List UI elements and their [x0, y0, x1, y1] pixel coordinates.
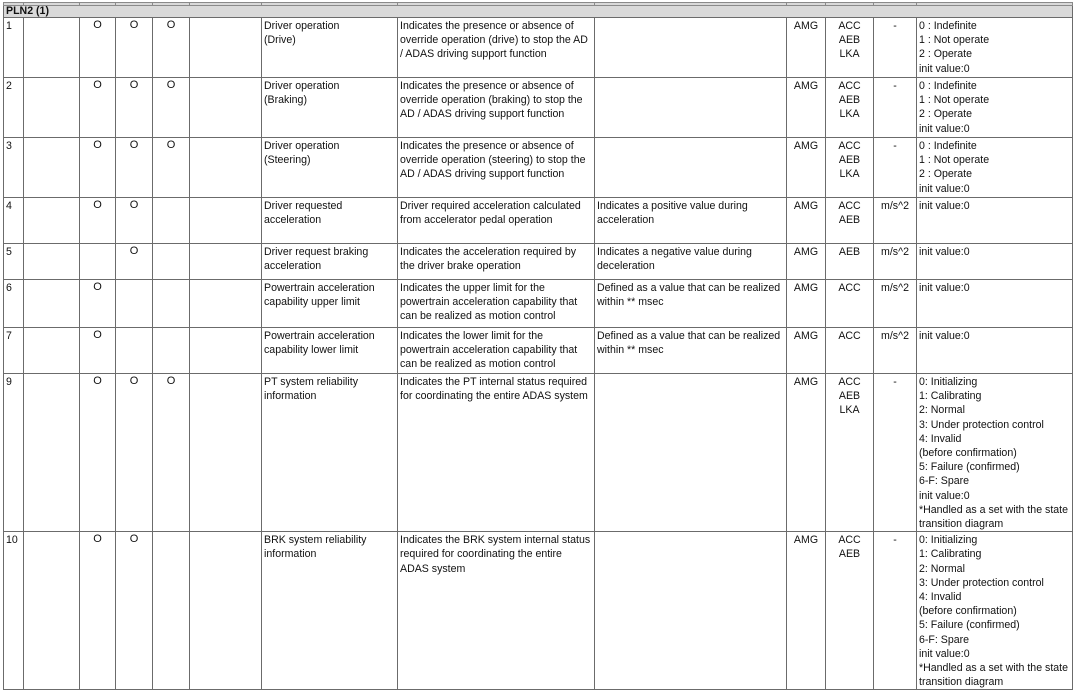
cell-mark-3: [153, 198, 190, 244]
cell-values: 0: Initializing 1: Calibrating 2: Normal 3: Under protection control 4: Invalid (before confirmation) 5: Failure (confirmed) 6-F: Spare init value:0 *Handled as a set with the state transition diagram: [917, 374, 1073, 532]
cell-values: 0: Initializing 1: Calibrating 2: Normal 3: Under protection control 4: Invalid (before confirmation) 5: Failure (confirmed) 6-F: Spare init value:0 *Handled as a set with the state transition diagram: [917, 532, 1073, 690]
table-body: [4, 3, 1073, 690]
cell-signal-name: Driver operation (Drive): [262, 18, 398, 78]
cell-signal-name: Driver requested acceleration: [262, 198, 398, 244]
cell-target: AMG: [787, 78, 826, 138]
cell-no: 4: [4, 198, 24, 244]
cell-no: 6: [4, 280, 24, 328]
cell-remark: [595, 532, 787, 690]
cell-description: Indicates the lower limit for the powertrain acceleration capability that can be realized as motion control: [398, 328, 595, 374]
cell-blank-b: [190, 532, 262, 690]
cell-target: AMG: [787, 244, 826, 280]
cell-unit: m/s^2: [874, 244, 917, 280]
cell-functions: ACC AEB: [826, 198, 874, 244]
cell-mark-3: [153, 280, 190, 328]
cell-mark-1: [80, 244, 116, 280]
cell-mark-3: [153, 244, 190, 280]
cell-unit: -: [874, 18, 917, 78]
table-row: [4, 374, 1073, 532]
cell-mark-3: O: [153, 138, 190, 198]
cell-blank-a: [24, 198, 80, 244]
cell-functions: ACC AEB LKA: [826, 138, 874, 198]
cell-mark-1: O: [80, 78, 116, 138]
cell-mark-2: O: [116, 532, 153, 690]
cell-blank-a: [24, 532, 80, 690]
cell-no: 3: [4, 138, 24, 198]
cell-unit: -: [874, 78, 917, 138]
cell-target: AMG: [787, 374, 826, 532]
cell-no: 1: [4, 18, 24, 78]
cell-blank-a: [24, 138, 80, 198]
cell-description: Indicates the upper limit for the powertrain acceleration capability that can be realized as motion control: [398, 280, 595, 328]
cell-values: init value:0: [917, 198, 1073, 244]
cell-description: Indicates the acceleration required by the driver brake operation: [398, 244, 595, 280]
cell-mark-2: O: [116, 374, 153, 532]
cell-no: 2: [4, 78, 24, 138]
cell-mark-2: [116, 328, 153, 374]
cell-mark-3: O: [153, 374, 190, 532]
signal-table: [3, 2, 1073, 690]
cell-signal-name: Driver request braking acceleration: [262, 244, 398, 280]
cell-mark-2: O: [116, 18, 153, 78]
cell-values: init value:0: [917, 328, 1073, 374]
cell-no: 7: [4, 328, 24, 374]
cell-description: Indicates the BRK system internal status required for coordinating the entire ADAS system: [398, 532, 595, 690]
table-row: [4, 78, 1073, 138]
cell-unit: -: [874, 138, 917, 198]
cell-functions: ACC: [826, 280, 874, 328]
cell-values: 0 : Indefinite 1 : Not operate 2 : Operate init value:0: [917, 78, 1073, 138]
table-row: [4, 244, 1073, 280]
cell-blank-a: [24, 328, 80, 374]
cell-blank-b: [190, 280, 262, 328]
cell-functions: ACC AEB: [826, 532, 874, 690]
cell-no: 9: [4, 374, 24, 532]
cell-target: AMG: [787, 328, 826, 374]
cell-signal-name: Powertrain acceleration capability upper limit: [262, 280, 398, 328]
cell-mark-2: O: [116, 244, 153, 280]
cell-description: Indicates the presence or absence of override operation (drive) to stop the AD / ADAS driving support function: [398, 18, 595, 78]
cell-mark-1: O: [80, 532, 116, 690]
cell-description: Indicates the PT internal status required for coordinating the entire ADAS system: [398, 374, 595, 532]
cell-unit: -: [874, 532, 917, 690]
cell-description: Indicates the presence or absence of override operation (braking) to stop the AD / ADAS driving support function: [398, 78, 595, 138]
cell-description: Driver required acceleration calculated from accelerator pedal operation: [398, 198, 595, 244]
cell-functions: ACC AEB LKA: [826, 374, 874, 532]
cell-blank-a: [24, 374, 80, 532]
cell-blank-a: [24, 244, 80, 280]
cell-blank-b: [190, 78, 262, 138]
cell-mark-1: O: [80, 328, 116, 374]
cell-blank-b: [190, 374, 262, 532]
table-row: [4, 280, 1073, 328]
cell-blank-b: [190, 244, 262, 280]
cell-blank-a: [24, 280, 80, 328]
table-row: [4, 198, 1073, 244]
cell-target: AMG: [787, 280, 826, 328]
cell-blank-b: [190, 328, 262, 374]
cell-mark-1: O: [80, 280, 116, 328]
cell-signal-name: BRK system reliability information: [262, 532, 398, 690]
cell-remark: [595, 374, 787, 532]
cell-values: 0 : Indefinite 1 : Not operate 2 : Operate init value:0: [917, 138, 1073, 198]
cell-remark: Defined as a value that can be realized within ** msec: [595, 280, 787, 328]
cell-values: init value:0: [917, 244, 1073, 280]
cell-mark-1: O: [80, 374, 116, 532]
cell-mark-1: O: [80, 18, 116, 78]
cell-functions: ACC AEB LKA: [826, 18, 874, 78]
cell-target: AMG: [787, 138, 826, 198]
cell-signal-name: Driver operation (Steering): [262, 138, 398, 198]
cell-no: 5: [4, 244, 24, 280]
cell-signal-name: PT system reliability information: [262, 374, 398, 532]
cell-values: init value:0: [917, 280, 1073, 328]
cell-signal-name: Driver operation (Braking): [262, 78, 398, 138]
cell-target: AMG: [787, 18, 826, 78]
cell-values: 0 : Indefinite 1 : Not operate 2 : Operate init value:0: [917, 18, 1073, 78]
sheet-title-row: [4, 6, 1073, 18]
cell-functions: ACC AEB LKA: [826, 78, 874, 138]
cell-unit: m/s^2: [874, 198, 917, 244]
cell-mark-3: [153, 328, 190, 374]
cell-functions: AEB: [826, 244, 874, 280]
cell-signal-name: Powertrain acceleration capability lower limit: [262, 328, 398, 374]
cell-blank-b: [190, 138, 262, 198]
cell-target: AMG: [787, 198, 826, 244]
cell-target: AMG: [787, 532, 826, 690]
cell-blank-a: [24, 78, 80, 138]
cell-remark: Defined as a value that can be realized within ** msec: [595, 328, 787, 374]
cell-no: 10: [4, 532, 24, 690]
cell-mark-2: O: [116, 198, 153, 244]
cell-mark-1: O: [80, 198, 116, 244]
cell-unit: m/s^2: [874, 280, 917, 328]
cell-mark-2: O: [116, 138, 153, 198]
cell-blank-a: [24, 18, 80, 78]
cell-blank-b: [190, 18, 262, 78]
sheet-title: PLN2 (1): [4, 6, 1073, 18]
cell-remark: Indicates a negative value during deceleration: [595, 244, 787, 280]
cell-mark-3: O: [153, 18, 190, 78]
cell-mark-1: O: [80, 138, 116, 198]
cell-blank-b: [190, 198, 262, 244]
table-row: [4, 532, 1073, 690]
table-row: [4, 138, 1073, 198]
cell-mark-2: [116, 280, 153, 328]
cell-unit: m/s^2: [874, 328, 917, 374]
table-row: [4, 18, 1073, 78]
cell-remark: [595, 138, 787, 198]
cell-functions: ACC: [826, 328, 874, 374]
table-row: [4, 328, 1073, 374]
cell-remark: Indicates a positive value during acceleration: [595, 198, 787, 244]
cell-description: Indicates the presence or absence of override operation (steering) to stop the AD / ADAS driving support function: [398, 138, 595, 198]
cell-mark-2: O: [116, 78, 153, 138]
cell-unit: -: [874, 374, 917, 532]
cell-remark: [595, 18, 787, 78]
cell-mark-3: [153, 532, 190, 690]
cell-mark-3: O: [153, 78, 190, 138]
cell-remark: [595, 78, 787, 138]
